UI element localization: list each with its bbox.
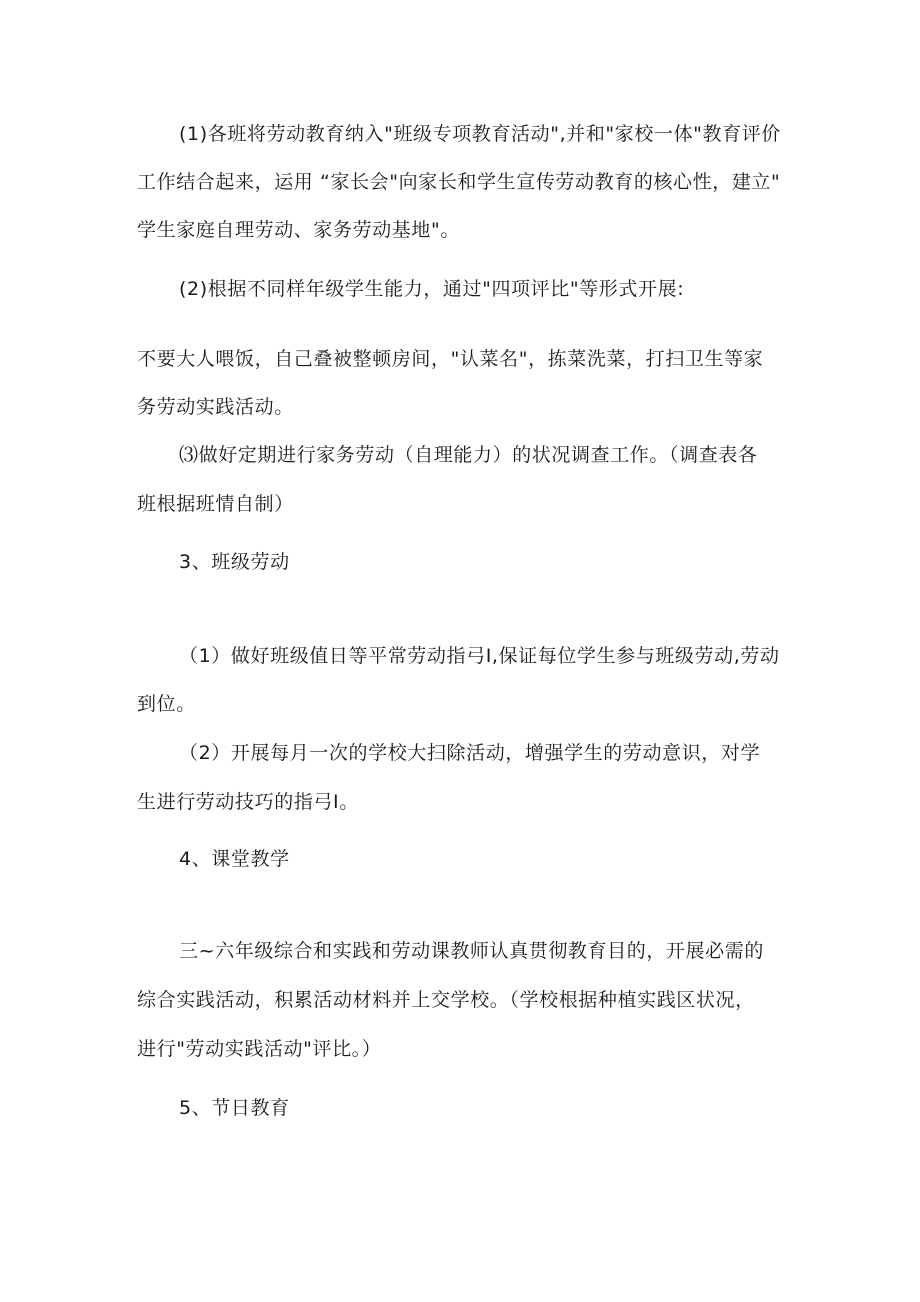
para-7-line-2: 综合实践活动，积累活动材料并上交学校。（学校根据种植实践区状况， bbox=[137, 989, 755, 1011]
para-7-line-1: 三~六年级综合和实践和劳动课教师认真贯彻教育目的，开展必需的 bbox=[179, 940, 764, 962]
section-heading-4: 4、课堂教学 bbox=[179, 848, 290, 870]
para-3-line-2: 务劳动实践活动。 bbox=[137, 396, 294, 418]
para-5-line-2: 到位。 bbox=[137, 693, 196, 715]
para-7-line-3: 进行"劳动实践活动"评比。） bbox=[137, 1038, 382, 1060]
para-1-line-3: 学生家庭自理劳动、家务劳动基地"。 bbox=[137, 219, 460, 241]
para-1-line-2: 工作结合起来，运用 “家长会"向家长和学生宣传劳动教育的核心性，建立" bbox=[137, 171, 781, 193]
para-4-line-1: ⑶做好定期进行家务劳动（自理能力）的状况调查工作。（调查表各 bbox=[179, 444, 758, 466]
para-6-line-1: （2）开展每月一次的学校大扫除活动，增强学生的劳动意识，对学 bbox=[179, 742, 761, 764]
section-heading-3: 3、班级劳动 bbox=[179, 551, 290, 573]
para-6-line-2: 生进行劳动技巧的指弓I。 bbox=[137, 791, 359, 813]
para-5-line-1: （1）做好班级值日等平常劳动指弓I,保证每位学生参与班级劳动,劳动 bbox=[179, 645, 780, 667]
para-3-line-1: 不要大人喂饭，自己叠被整顿房间，"认菜名"，拣菜洗菜，打扫卫生等家 bbox=[137, 348, 764, 370]
section-heading-5: 5、节日教育 bbox=[179, 1097, 290, 1119]
para-1-line-1: (1)各班将劳动教育纳入"班级专项教育活动",并和"家校一体"教育评价 bbox=[179, 123, 781, 145]
para-2-line-1: (2)根据不同样年级学生能力，通过"四项评比"等形式开展: bbox=[179, 278, 685, 300]
para-4-line-2: 班根据班情自制） bbox=[137, 493, 294, 515]
